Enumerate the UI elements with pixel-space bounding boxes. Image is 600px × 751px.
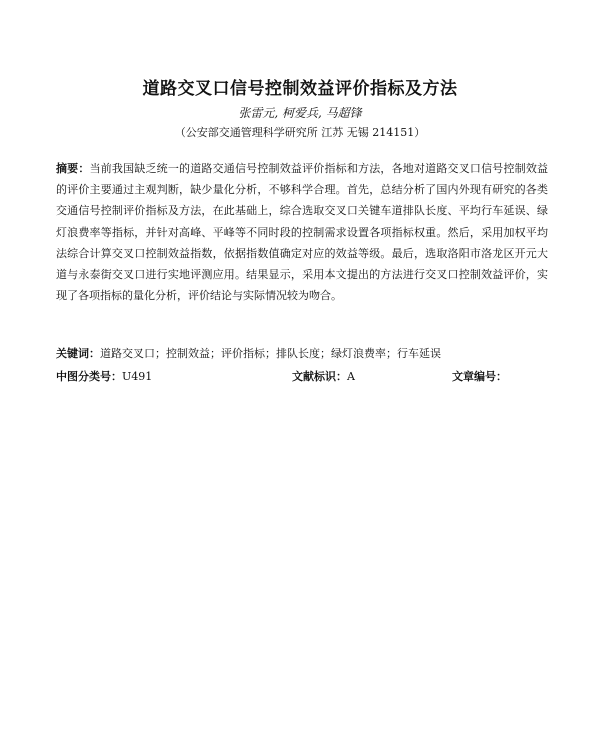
document-code-value: A <box>347 370 355 383</box>
abstract-block <box>56 158 548 306</box>
keywords-label: 关键词： <box>56 347 100 360</box>
clc-value: U491 <box>122 370 153 383</box>
author-affiliation: （公安部交通管理科学研究所 江苏 无锡 214151） <box>174 126 426 139</box>
classification-row <box>56 368 556 384</box>
paper-title: 道路交叉口信号控制效益评价指标及方法 <box>142 79 458 99</box>
article-number <box>452 368 507 384</box>
abstract-text: 当前我国缺乏统一的道路交通信号控制效益评价指标和方法，各地对道路交叉口信号控制效益的评价主要通过主观判断，缺少量化分析，不够科学合理。首先，总结分析了国内外现有研究的各类交通信号控制评价指标及方法，在此基础上，综合选取交叉口关键车道排队长度、平均行车延误、绿灯浪费率等指标，并针对高峰、平峰等不同时段的控制需求设置各项指标权重。然后，采用加权平均法综合计算交叉口控制效益指数，依据指数值确定对应的效益等级。最后，选取洛阳市洛龙区开元大道与永泰街交叉口进行实地评测应用。结果显示，采用本文提出的方法进行交叉口控制效益评价，实现了各项指标的量化分析，评价结论与实际情况较为吻合。 <box>56 162 549 303</box>
document-code <box>292 368 355 384</box>
document-code-label: 文献标识： <box>292 370 347 383</box>
article-number-label: 文章编号： <box>452 370 507 383</box>
keywords-block <box>56 345 556 361</box>
keywords-text: 道路交叉口；控制效益；评价指标；排队长度；绿灯浪费率；行车延误 <box>100 347 441 360</box>
author-list: 张雷元, 柯爱兵, 马超锋 <box>238 106 362 120</box>
clc-number <box>56 368 152 384</box>
clc-label: 中图分类号： <box>56 370 122 383</box>
abstract-label: 摘要： <box>56 162 90 175</box>
